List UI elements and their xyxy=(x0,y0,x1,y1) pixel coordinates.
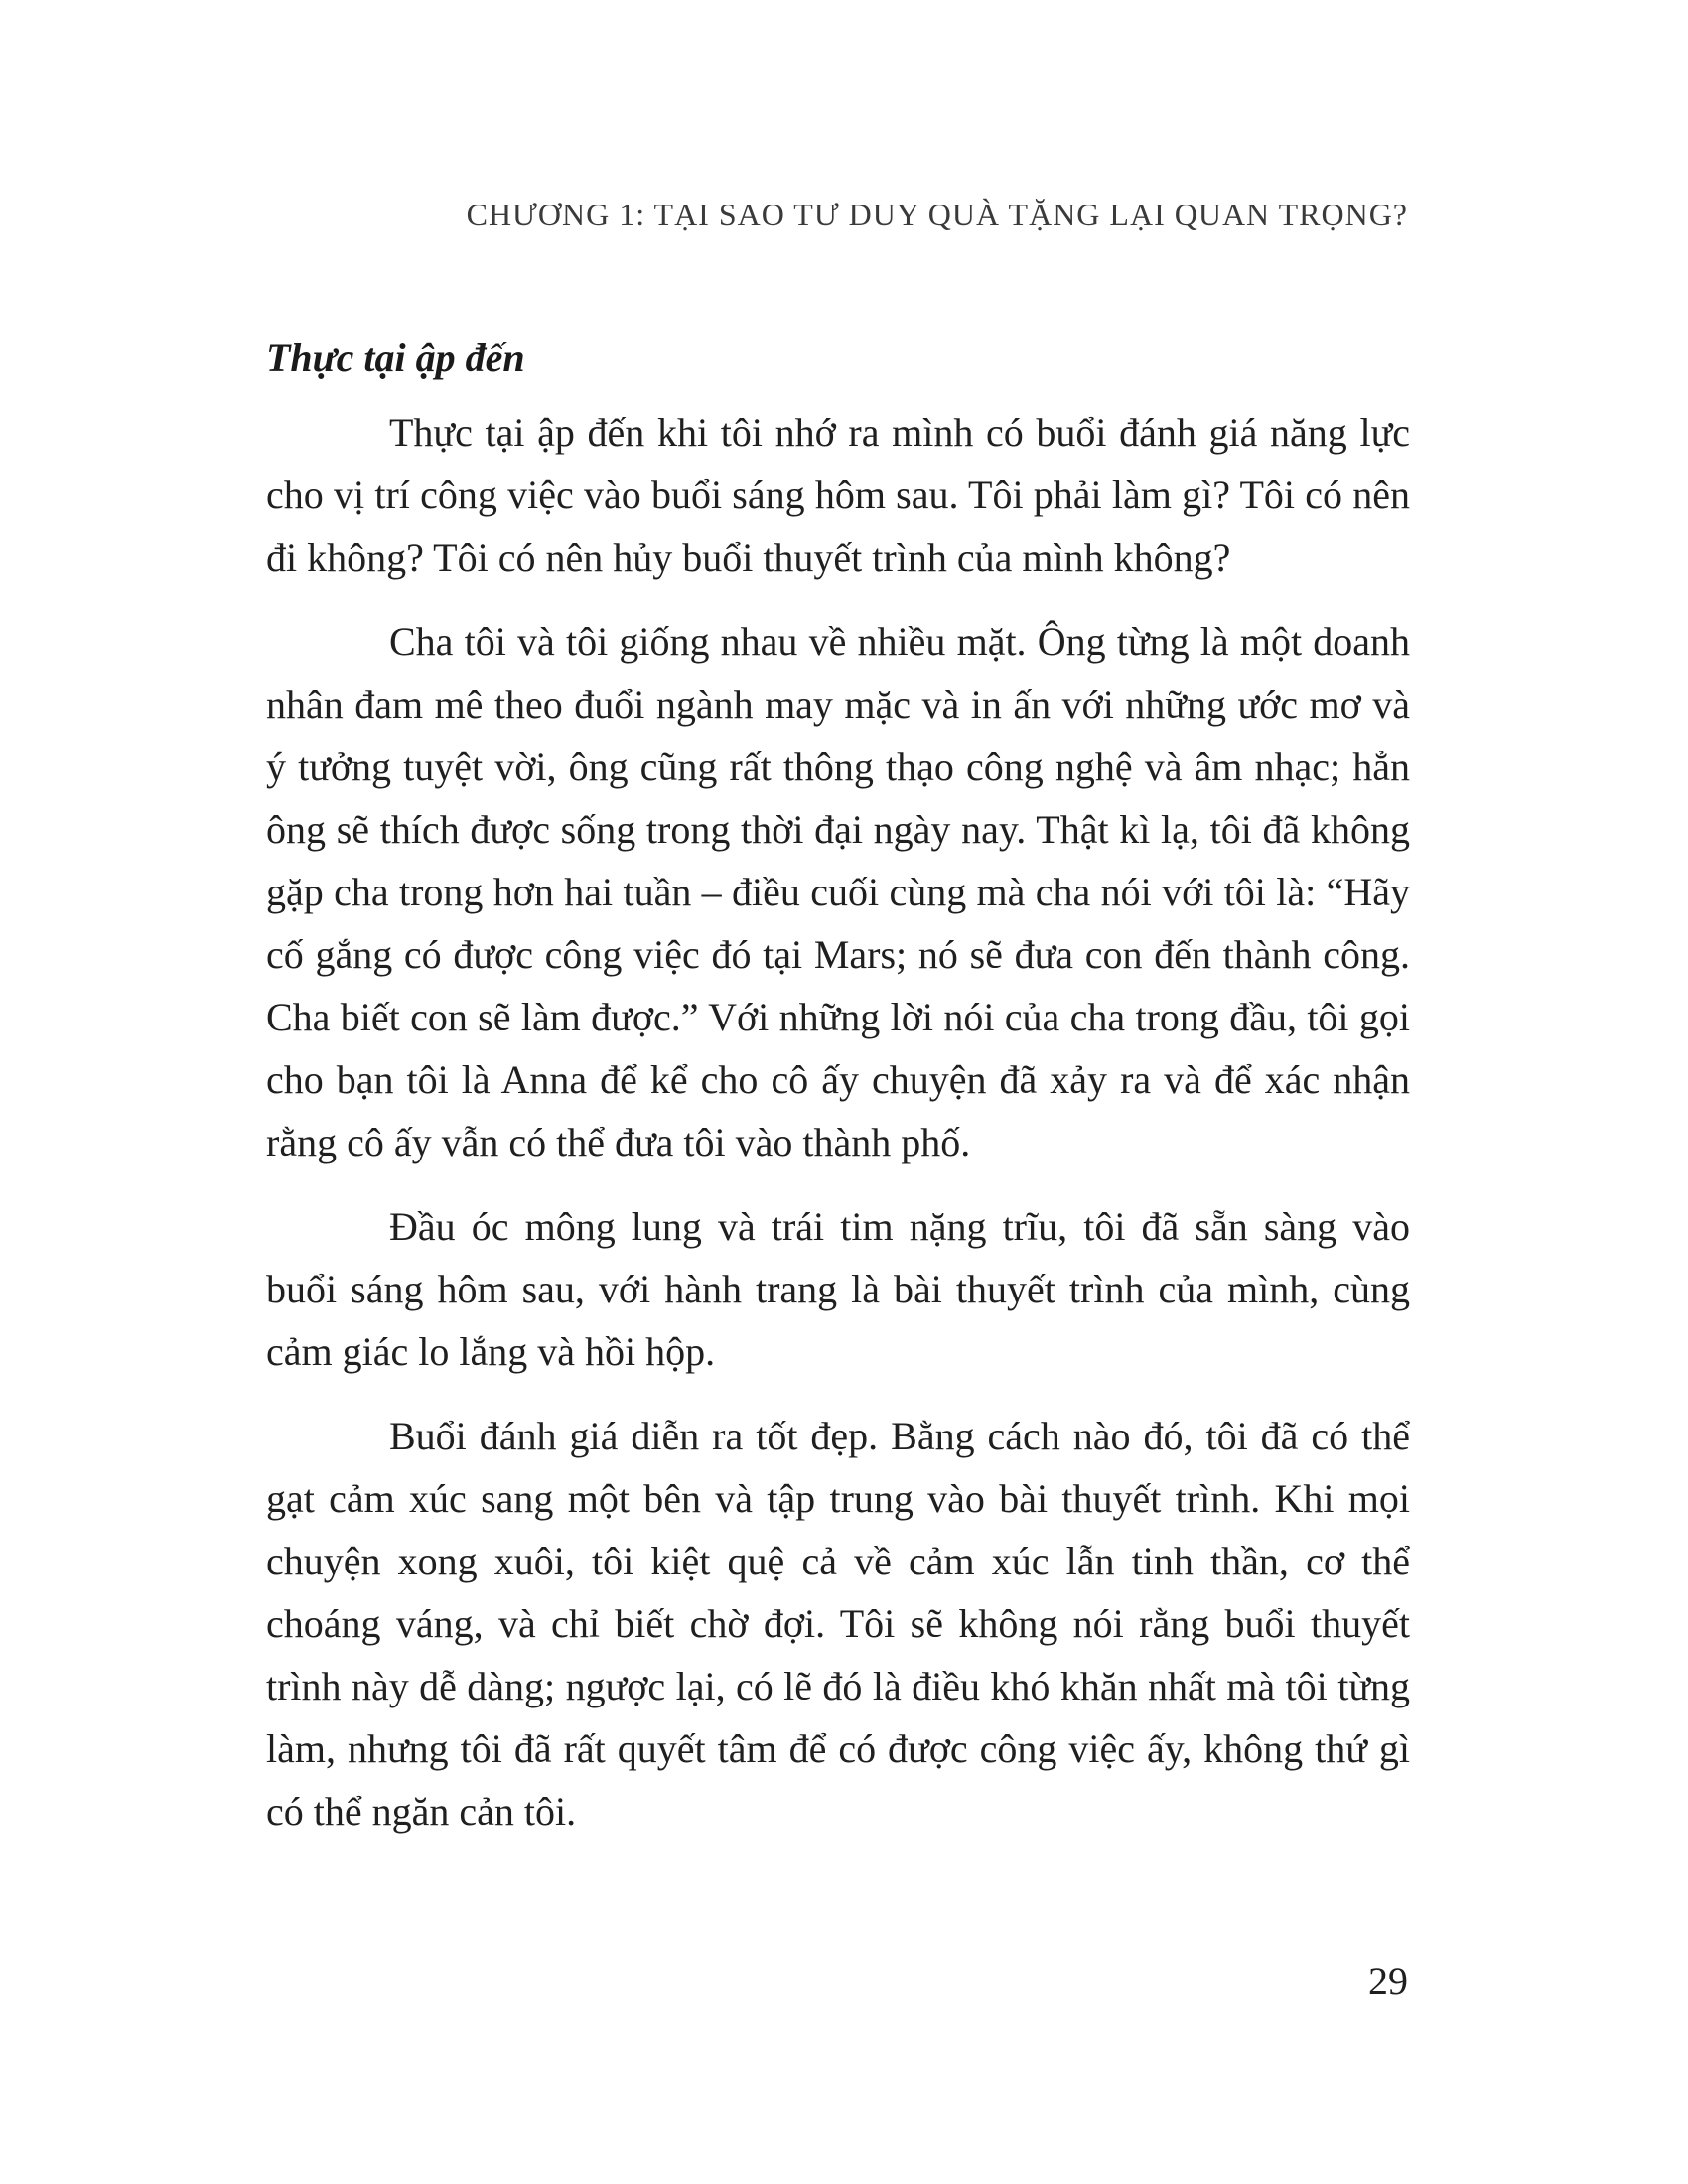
running-header: CHƯƠNG 1: TẠI SAO TƯ DUY QUÀ TẶNG LẠI QUAN TRỌNG? xyxy=(466,197,1408,232)
section-heading: Thực tại ập đến xyxy=(266,336,525,380)
page-number: 29 xyxy=(1368,1959,1408,2003)
paragraph-3: Đầu óc mông lung và trái tim nặng trĩu, tôi đã sẵn sàng vào buổi sáng hôm sau, với hành trang là bài thuyết trình của mình, cùng cảm giác lo lắng và hồi hộp. xyxy=(266,1204,1410,1374)
paragraph-2: Cha tôi và tôi giống nhau về nhiều mặt. Ông từng là một doanh nhân đam mê theo đuổi ngành may mặc và in ấn với những ước mơ và ý tưởng tuyệt vời, ông cũng rất thông thạo công nghệ và âm nhạc; hẳn ông sẽ thích được sống trong thời đại ngày nay. Thật kì lạ, tôi đã không gặp cha trong hơn hai tuần – điều cuối cùng mà cha nói với tôi là: “Hãy cố gắng có được công việc đó tại Mars; nó sẽ đưa con đến thành công. Cha biết con sẽ làm được.” Với những lời nói của cha trong đầu, tôi gọi cho bạn tôi là Anna để kể cho cô ấy chuyện đã xảy ra và để xác nhận rằng cô ấy vẫn có thể đưa tôi vào thành phố. xyxy=(266,619,1410,1164)
paragraph-4: Buổi đánh giá diễn ra tốt đẹp. Bằng cách nào đó, tôi đã có thể gạt cảm xúc sang một bên và tập trung vào bài thuyết trình. Khi mọi chuyện xong xuôi, tôi kiệt quệ cả về cảm xúc lẫn tinh thần, cơ thể choáng váng, và chỉ biết chờ đợi. Tôi sẽ không nói rằng buổi thuyết trình này dễ dàng; ngược lại, có lẽ đó là điều khó khăn nhất mà tôi từng làm, nhưng tôi đã rất quyết tâm để có được công việc ấy, không thứ gì có thể ngăn cản tôi. xyxy=(266,1414,1410,1834)
paragraph-1: Thực tại ập đến khi tôi nhớ ra mình có buổi đánh giá năng lực cho vị trí công việc vào buổi sáng hôm sau. Tôi phải làm gì? Tôi có nên đi không? Tôi có nên hủy buổi thuyết trình của mình không? xyxy=(266,410,1410,580)
page-content xyxy=(266,330,1410,1864)
